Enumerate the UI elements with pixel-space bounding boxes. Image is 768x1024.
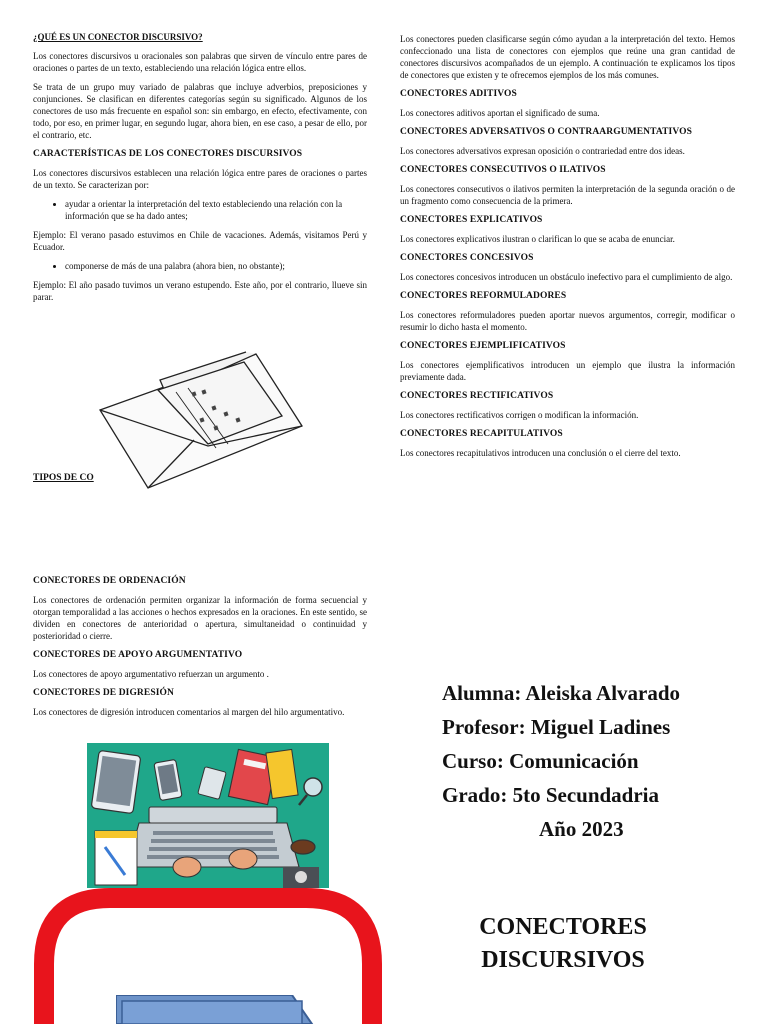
section-heading: CONECTORES CONSECUTIVOS O ILATIVOS [400, 165, 606, 175]
section-text: Los conectores reformuladores pueden aportar nuevos argumentos, corregir, modificar o resumir lo dicho hasta el momento. [400, 310, 735, 332]
section-heading: CONECTORES CONCESIVOS [400, 253, 534, 263]
connector-section [33, 687, 367, 718]
section-text: Los conectores rectificativos corrigen o modifican la información. [400, 410, 639, 420]
year: Año 2023 [539, 817, 624, 841]
section-text: Los conectores concesivos introducen un obstáculo inefectivo para el cumplimiento de algo. [400, 272, 733, 282]
characteristics-list [33, 198, 367, 222]
section-heading: CONECTORES DE ORDENACIÓN [33, 576, 186, 586]
left-column [33, 31, 367, 310]
section-heading: CONECTORES ADITIVOS [400, 89, 517, 99]
definition-paragraph: Los conectores discursivos u oracionales son palabras que sirven de vínculo entre pares de oraciones o partes de un texto, estableciendo una relación lógica entre ellos. [33, 51, 367, 73]
connector-section [400, 390, 735, 421]
section-text: Los conectores adversativos expresan oposición o contrariedad entre dos ideas. [400, 146, 685, 156]
section-heading: CONECTORES EXPLICATIVOS [400, 215, 543, 225]
page-title: ¿QUÉ ES UN CONECTOR DISCURSIVO? [33, 32, 203, 42]
section-text: Los conectores consecutivos o ilativos permiten la interpretación de la segunda oración o de un fragmento como consecuencia de la primera. [400, 184, 735, 206]
connector-section [400, 126, 735, 157]
types-intro-paragraph: Los conectores pueden clasificarse según cómo ayudan a la interpretación del texto. Hemos confeccionado una lista de conectores con ejemplos que reúne una gran cantidad de conectores discursivos acompañados de un ejemplo. A continuación te explicamos los tipos de conectores que existen y te ofrecemos ejemplos de los más comunes. [400, 34, 735, 80]
cover-title [470, 911, 656, 977]
desk-illustration [87, 743, 329, 888]
right-column [400, 33, 735, 466]
characteristics-heading: CARACTERÍSTICAS DE LOS CONECTORES DISCURSIVOS [33, 149, 303, 159]
list-item: • ayudar a orientar la interpretación del texto estableciendo una relación con la información que se ha dado antes; [65, 198, 367, 222]
connector-section [400, 428, 735, 459]
section-heading: CONECTORES RECAPITULATIVOS [400, 429, 563, 439]
section-heading: CONECTORES ADVERSATIVOS O CONTRAARGUMENTATIVOS [400, 127, 692, 137]
characteristics-paragraph: Los conectores discursivos establecen una relación lógica entre pares de oraciones o partes de un texto. Se caracterizan por: [33, 168, 367, 190]
section-heading: CONECTORES RECTIFICATIVOS [400, 391, 554, 401]
section-text: Los conectores recapitulativos introducen una conclusión o el cierre del texto. [400, 448, 681, 458]
section-text: Los conectores de ordenación permiten organizar la información de forma secuencial y otorgan temporalidad a las acciones o hechos expresados en la oraciones. En este sentido, se dividen en conectores de anterioridad o apertura, simultaneidad o continuidad y posterioridad o cierre. [33, 595, 367, 641]
section-text: Los conectores de digresión introducen comentarios al margen del hilo argumentativo. [33, 707, 345, 717]
section-heading: CONECTORES DE DIGRESIÓN [33, 688, 174, 698]
cover-title-line: DISCURSIVOS [481, 947, 645, 973]
envelope-illustration [96, 348, 306, 493]
example-paragraph: Ejemplo: El año pasado tuvimos un verano estupendo. Este año, por el contrario, llueve sin parar. [33, 280, 367, 302]
types-heading: TIPOS DE CO [33, 473, 94, 483]
description-paragraph: Se trata de un grupo muy variado de palabras que incluye adverbios, preposiciones y conjunciones. Se clasifican en diferentes categorías según su significado. Algunos de los conectores de uso más frecuente en español son: sin embargo, en efecto, efectivamente, con todo, por eso, en primer lugar, en segundo lugar, ahora bien, en ese caso, a pesar de ello, por el contrario, etc. [33, 82, 367, 140]
connector-section [400, 88, 735, 119]
lower-left-column [33, 575, 367, 725]
connector-section [33, 575, 367, 642]
list-item: • componerse de más de una palabra (ahora bien, no obstante); [65, 260, 367, 272]
grade-level: Grado: 5to Secundadria [442, 783, 660, 807]
connector-section [400, 214, 735, 245]
cover-title-line: CONECTORES [479, 914, 647, 940]
characteristics-list [33, 260, 367, 272]
arrow-shape [116, 995, 316, 1024]
section-text: Los conectores aditivos aportan el significado de suma. [400, 108, 600, 118]
connector-section [400, 290, 735, 333]
section-heading: CONECTORES DE APOYO ARGUMENTATIVO [33, 650, 243, 660]
connector-section [33, 649, 367, 680]
connector-section [400, 252, 735, 283]
cover-info [442, 676, 742, 846]
section-heading: CONECTORES REFORMULADORES [400, 291, 567, 301]
connector-section [400, 164, 735, 207]
section-text: Los conectores de apoyo argumentativo refuerzan un argumento . [33, 669, 269, 679]
section-text: Los conectores explicativos ilustran o clarifican lo que se acaba de enunciar. [400, 234, 675, 244]
student-name: Alumna: Aleiska Alvarado [442, 681, 681, 705]
example-paragraph: Ejemplo: El verano pasado estuvimos en Chile de vacaciones. Además, visitamos Perú y Ecuador. [33, 230, 367, 252]
connector-section [400, 340, 735, 383]
section-text: Los conectores ejemplificativos introducen un ejemplo que ilustra la información previamente dada. [400, 360, 735, 382]
teacher-name: Profesor: Miguel Ladines [442, 715, 671, 739]
course-name: Curso: Comunicación [442, 749, 639, 773]
section-heading: CONECTORES EJEMPLIFICATIVOS [400, 341, 566, 351]
